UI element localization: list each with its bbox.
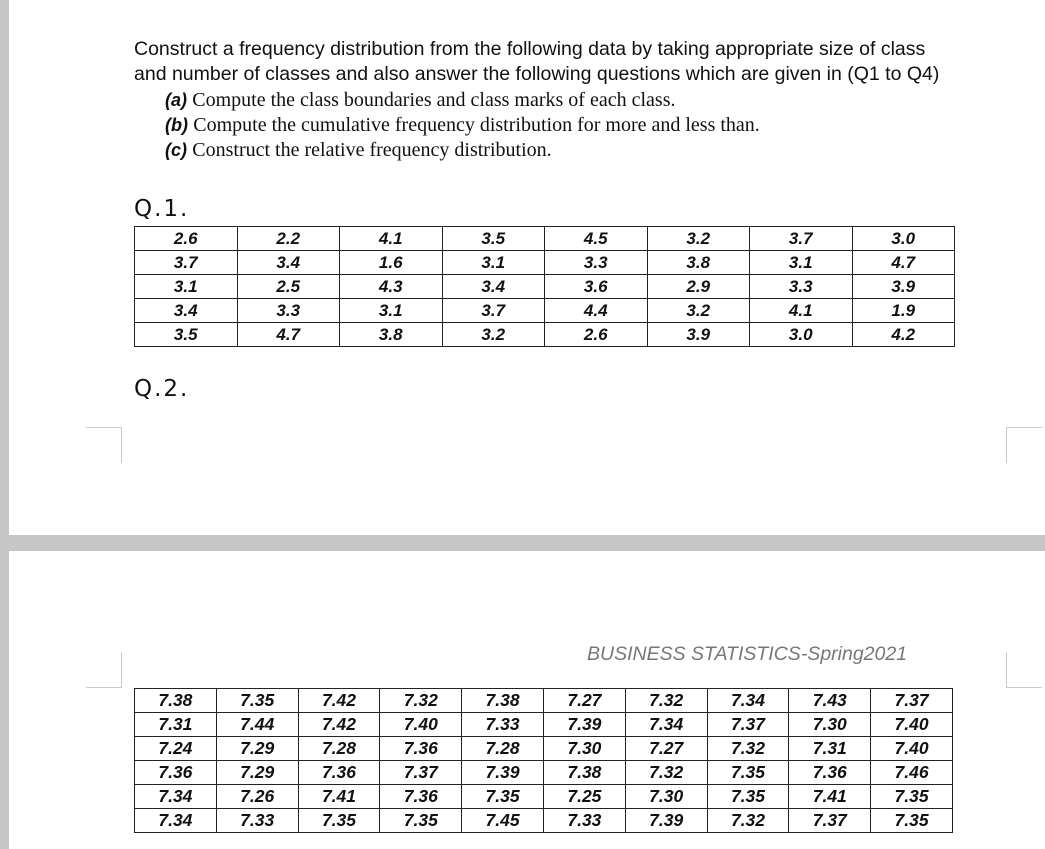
- table-cell: 3.3: [545, 251, 648, 275]
- table-row: [135, 761, 953, 785]
- table-cell: 3.5: [442, 227, 545, 251]
- table-cell: 7.36: [135, 761, 217, 785]
- table-cell: 7.41: [298, 785, 380, 809]
- table-cell: 7.25: [543, 785, 625, 809]
- table-cell: 2.6: [545, 323, 648, 347]
- table-cell: 7.35: [298, 809, 380, 833]
- table-row: [135, 713, 953, 737]
- table-cell: 7.28: [462, 737, 544, 761]
- table-cell: 3.6: [545, 275, 648, 299]
- table-cell: 3.1: [340, 299, 443, 323]
- table-cell: 7.40: [871, 713, 953, 737]
- table-cell: 2.6: [135, 227, 238, 251]
- table-cell: 3.0: [750, 323, 853, 347]
- table-cell: 7.42: [298, 713, 380, 737]
- table-cell: 7.26: [216, 785, 298, 809]
- table-row: [135, 275, 955, 299]
- item-b-label: (b): [165, 115, 188, 135]
- table-cell: 7.43: [789, 689, 871, 713]
- item-a: [165, 88, 760, 113]
- table-cell: 7.29: [216, 761, 298, 785]
- table-cell: 2.2: [237, 227, 340, 251]
- item-b: [165, 113, 760, 138]
- table-cell: 3.1: [442, 251, 545, 275]
- table-cell: 7.33: [216, 809, 298, 833]
- table-cell: 1.6: [340, 251, 443, 275]
- table-cell: 7.30: [625, 785, 707, 809]
- table-cell: 7.34: [707, 689, 789, 713]
- table-cell: 3.8: [647, 251, 750, 275]
- table-cell: 3.9: [852, 275, 955, 299]
- item-a-label: (a): [165, 90, 187, 110]
- table-cell: 3.7: [442, 299, 545, 323]
- table-row: [135, 785, 953, 809]
- table-cell: 7.39: [543, 713, 625, 737]
- table-cell: 3.3: [237, 299, 340, 323]
- table-cell: 7.34: [135, 809, 217, 833]
- table-row: [135, 227, 955, 251]
- table-row: [135, 737, 953, 761]
- item-c-text: Construct the relative frequency distribution.: [192, 139, 552, 161]
- page-header: BUSINESS STATISTICS-Spring2021: [587, 643, 908, 665]
- table-cell: 2.9: [647, 275, 750, 299]
- table-cell: 2.5: [237, 275, 340, 299]
- table-cell: 7.38: [135, 689, 217, 713]
- table-cell: 3.1: [135, 275, 238, 299]
- q2-label: Q.2.: [134, 376, 190, 402]
- table-cell: 3.9: [647, 323, 750, 347]
- table-cell: 4.1: [340, 227, 443, 251]
- table-cell: 7.27: [543, 689, 625, 713]
- table-cell: 4.5: [545, 227, 648, 251]
- table-cell: 7.45: [462, 809, 544, 833]
- table-cell: 7.32: [625, 689, 707, 713]
- table-cell: 7.37: [871, 689, 953, 713]
- table-cell: 4.1: [750, 299, 853, 323]
- table-cell: 3.8: [340, 323, 443, 347]
- table-cell: 7.32: [380, 689, 462, 713]
- table-cell: 4.7: [237, 323, 340, 347]
- table-cell: 7.27: [625, 737, 707, 761]
- table-cell: 4.2: [852, 323, 955, 347]
- table-cell: 7.40: [380, 713, 462, 737]
- q2-data-table: [134, 688, 953, 833]
- table-cell: 1.9: [852, 299, 955, 323]
- table-cell: 7.37: [380, 761, 462, 785]
- table-cell: 4.3: [340, 275, 443, 299]
- table-cell: 3.4: [135, 299, 238, 323]
- table-cell: 7.46: [871, 761, 953, 785]
- q1-data-table: [134, 226, 955, 347]
- table-cell: 3.5: [135, 323, 238, 347]
- table-row: [135, 323, 955, 347]
- margin-corner-mark: [86, 652, 122, 688]
- table-cell: 7.32: [707, 809, 789, 833]
- item-a-text: Compute the class boundaries and class marks of each class.: [192, 89, 676, 111]
- table-cell: 3.7: [750, 227, 853, 251]
- table-cell: 3.3: [750, 275, 853, 299]
- page-left-margin: [0, 0, 9, 849]
- table-cell: 3.4: [237, 251, 340, 275]
- table-cell: 7.31: [789, 737, 871, 761]
- table-cell: 4.4: [545, 299, 648, 323]
- table-cell: 7.35: [216, 689, 298, 713]
- table-cell: 7.38: [462, 689, 544, 713]
- instruction-line-2: and number of classes and also answer the following questions which are given in (Q1 to Q4): [134, 63, 940, 85]
- table-cell: 3.4: [442, 275, 545, 299]
- table-cell: 7.39: [462, 761, 544, 785]
- table-cell: 7.36: [380, 785, 462, 809]
- table-cell: 7.32: [625, 761, 707, 785]
- table-cell: 7.35: [707, 761, 789, 785]
- table-cell: 7.33: [543, 809, 625, 833]
- table-cell: 7.30: [543, 737, 625, 761]
- question-items: [165, 88, 760, 163]
- table-cell: 7.34: [625, 713, 707, 737]
- table-cell: 3.7: [135, 251, 238, 275]
- item-c-label: (c): [165, 140, 187, 160]
- table-cell: 7.44: [216, 713, 298, 737]
- table-row: [135, 809, 953, 833]
- table-cell: 7.24: [135, 737, 217, 761]
- table-cell: 7.36: [380, 737, 462, 761]
- margin-corner-mark: [86, 427, 122, 463]
- table-row: [135, 689, 953, 713]
- table-cell: 7.30: [789, 713, 871, 737]
- item-c: [165, 138, 760, 163]
- table-cell: 7.35: [871, 809, 953, 833]
- table-cell: 7.39: [625, 809, 707, 833]
- table-cell: 7.35: [380, 809, 462, 833]
- table-row: [135, 299, 955, 323]
- table-cell: 7.28: [298, 737, 380, 761]
- instruction-line-1: Construct a frequency distribution from the following data by taking appropriate size of class: [134, 38, 926, 60]
- table-cell: 7.36: [298, 761, 380, 785]
- table-cell: 3.0: [852, 227, 955, 251]
- table-cell: 7.34: [135, 785, 217, 809]
- table-cell: 7.32: [707, 737, 789, 761]
- item-b-text: Compute the cumulative frequency distribution for more and less than.: [193, 114, 760, 136]
- table-cell: 7.33: [462, 713, 544, 737]
- instructions: [134, 37, 1014, 87]
- table-cell: 3.2: [647, 227, 750, 251]
- table-cell: 7.29: [216, 737, 298, 761]
- table-cell: 3.2: [647, 299, 750, 323]
- table-cell: 3.2: [442, 323, 545, 347]
- margin-corner-mark: [1006, 427, 1042, 463]
- table-cell: 7.37: [707, 713, 789, 737]
- table-cell: 7.41: [789, 785, 871, 809]
- table-cell: 7.35: [871, 785, 953, 809]
- table-row: [135, 251, 955, 275]
- q1-label: Q.1.: [134, 196, 190, 222]
- table-cell: 7.36: [789, 761, 871, 785]
- table-cell: 7.38: [543, 761, 625, 785]
- table-cell: 7.35: [707, 785, 789, 809]
- table-cell: 3.1: [750, 251, 853, 275]
- table-cell: 4.7: [852, 251, 955, 275]
- table-cell: 7.40: [871, 737, 953, 761]
- table-cell: 7.37: [789, 809, 871, 833]
- page-separator: [0, 535, 1045, 551]
- table-cell: 7.35: [462, 785, 544, 809]
- margin-corner-mark: [1006, 652, 1042, 688]
- table-cell: 7.31: [135, 713, 217, 737]
- table-cell: 7.42: [298, 689, 380, 713]
